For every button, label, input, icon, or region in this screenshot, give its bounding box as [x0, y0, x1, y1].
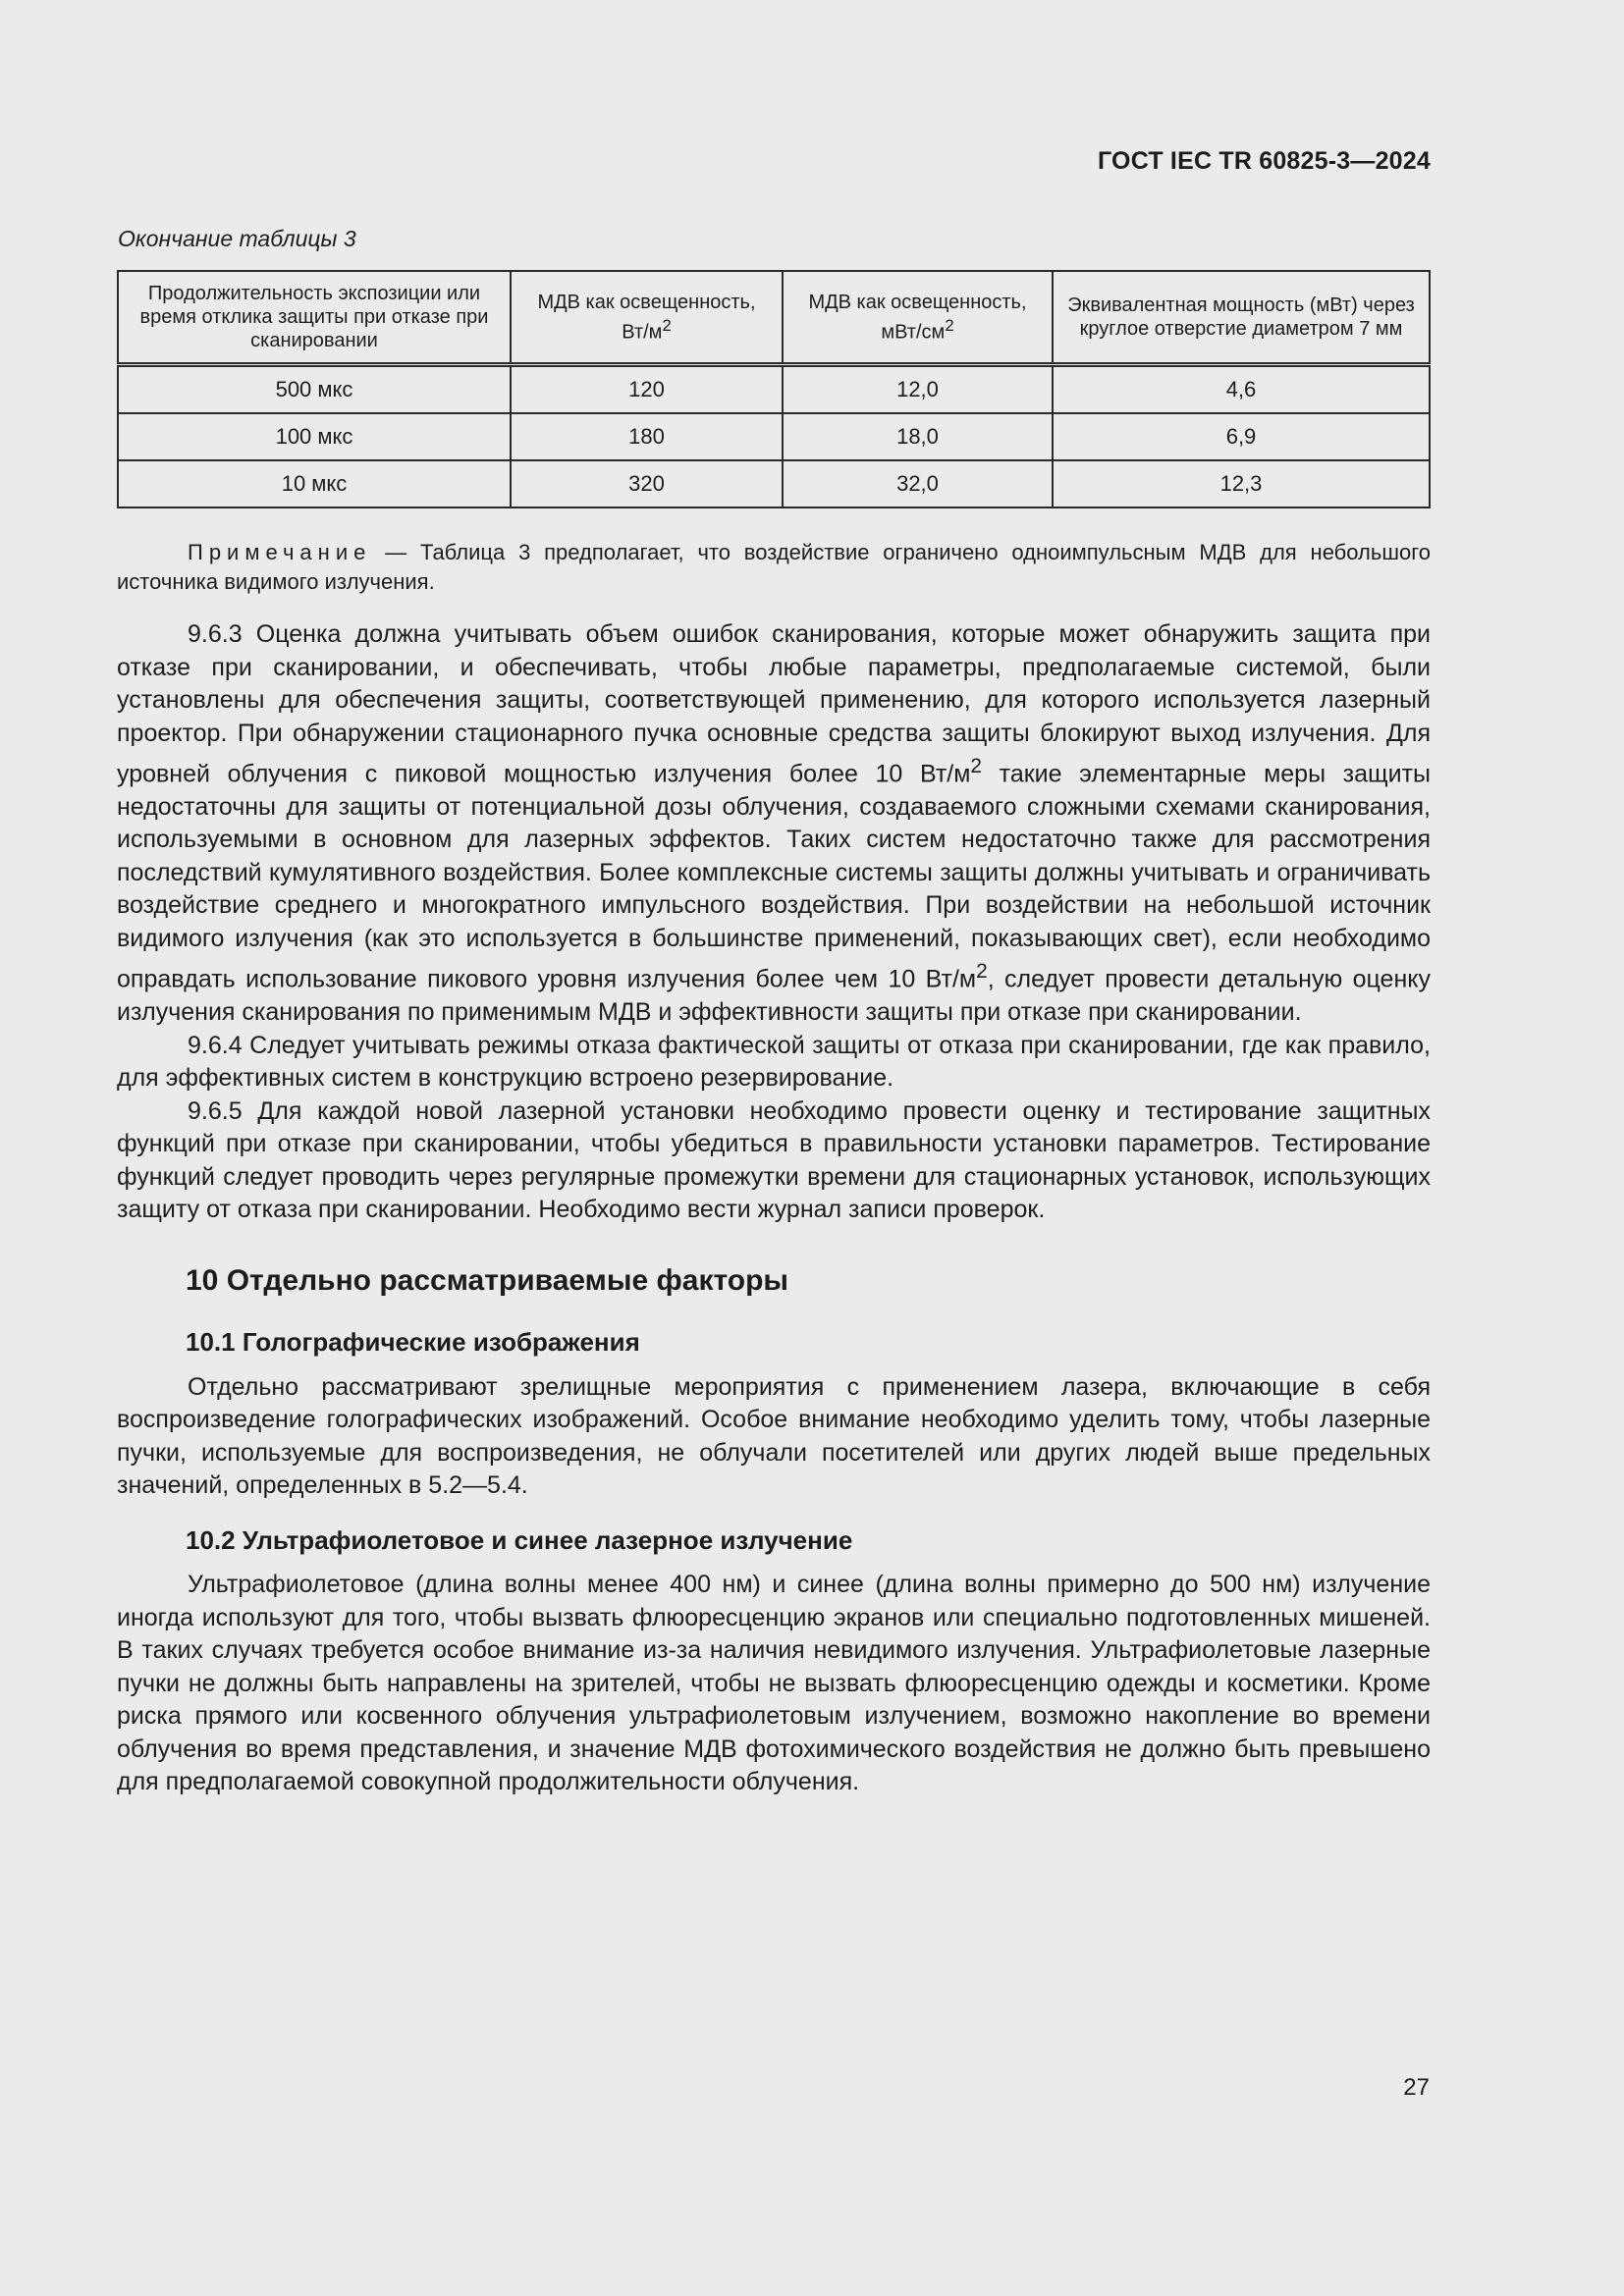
- table-row: [118, 365, 1430, 414]
- table-header-row: [118, 271, 1430, 365]
- paragraph-9-6-4: 9.6.4 Следует учитывать режимы отказа фактической защиты от отказа при сканировании, где как правило, для эффективных систем в конструкцию встроено резервирование.: [117, 1031, 1431, 1093]
- table-cell: 320: [511, 460, 783, 507]
- document-body: [117, 538, 1431, 1799]
- table-cell: 12,3: [1053, 460, 1430, 507]
- note-label: Примечание: [188, 540, 372, 564]
- header-mpe-w-m2: МДВ как освещенность, $Вт/м^2$: [511, 271, 783, 365]
- table-cell: 10 мкс: [118, 460, 511, 507]
- table-row: [118, 460, 1430, 507]
- note-text: — Таблица 3 предполагает, что воздействие ограничено одноимпульсным МДВ для небольшого источника видимого излучения.: [117, 540, 1431, 594]
- table-cell: 4,6: [1053, 365, 1430, 414]
- header-mpe-mw-cm2: МДВ как освещенность, мВт/$см^2$: [783, 271, 1053, 365]
- table-cell: 32,0: [783, 460, 1053, 507]
- document-header: ГОСТ IEC TR 60825-3—2024: [1098, 147, 1431, 175]
- section-10-heading: 10 Отдельно рассматриваемые факторы: [186, 1263, 789, 1297]
- table-note: [117, 538, 1431, 597]
- paragraph-9-6-5: 9.6.5 Для каждой новой лазерной установки необходимо провести оценку и тестирование защитных функций при отказе при сканировании, чтобы убедиться в правильности установки параметров. Тестирование функций следует проводить через регулярные промежутки времени для стационарных установок, использующих защиту от отказа при сканировании. Необходимо вести журнал записи проверок.: [117, 1096, 1431, 1224]
- table-cell: 120: [511, 365, 783, 414]
- section-10-2-heading: 10.2 Ультрафиолетовое и синее лазерное излучение: [186, 1524, 853, 1555]
- mpe-table: [117, 270, 1431, 508]
- table-caption: Окончание таблицы 3: [118, 226, 356, 251]
- table-row: [118, 413, 1430, 460]
- page-number: 27: [1403, 2074, 1430, 2101]
- table-cell: 180: [511, 413, 783, 460]
- table-cell: 500 мкс: [118, 365, 511, 414]
- section-10-1-heading: 10.1 Голографические изображения: [186, 1327, 640, 1358]
- header-exposure-duration: Продолжительность экспозиции или время отклика защиты при отказе при сканировании: [118, 271, 511, 365]
- section-10-2-text: Ультрафиолетовое (длина волны менее 400 нм) и синее (длина волны примерно до 500 нм) излучение иногда используют для того, чтобы вызвать флюоресценцию экранов или специально подготовленных мишеней. В таких случаях требуется особое внимание из-за наличия невидимого излучения. Ультрафиолетовые лазерные пучки не должны быть направлены на зрителей, чтобы не вызвать флюоресценцию одежды и косметики. Кроме риска прямого или косвенного облучения ультрафиолетовым излучением, возможно накопление во времени облучения во время представления, и значение МДВ фотохимического воздействия не должно быть превышено для предполагаемой совокупной продолжительности облучения.: [117, 1571, 1431, 1796]
- table-cell: 100 мкс: [118, 413, 511, 460]
- table-cell: 12,0: [783, 365, 1053, 414]
- section-10-1-text: Отдельно рассматривают зрелищные мероприятия с применением лазера, включающие в себя воспроизведение голографических изображений. Особое внимание необходимо уделить тому, чтобы лазерные пучки, используемые для воспроизведения, не облучали посетителей или других людей выше предельных значений, определенных в 5.2—5.4.: [117, 1372, 1431, 1500]
- paragraph-9-6-3: 9.6.3 Оценка должна учитывать объем ошибок сканирования, которые может обнаружить защита при отказе при сканировании, и обеспечивать, чтобы любые параметры, предполагаемые системой, были установлены для обеспечения защиты, соответствующей применению, для которого используется лазерный проектор. При обнаружении стационарного пучка основные средства защиты блокируют выход излучения. Для уровней облучения с пиковой мощностью излучения более 10 $Вт/м^2$ такие элементарные меры защиты недостаточны для защиты от потенциальной дозы облучения, создаваемого сложными схемами сканирования, используемыми в основном для лазерных эффектов. Таких систем недостаточно также для рассмотрения последствий кумулятивного воздействия. Более комплексные системы защиты должны учитывать и ограничивать воздействие среднего и многократного импульсного воздействия. При воздействии на небольшой источник видимого излучения (как это используется в большинстве применений, показывающих свет), если необходимо оправдать использование пикового уровня излучения более чем 10 $Вт/м^2$, следует провести детальную оценку излучения сканирования по применимым МДВ и эффективности защиты при отказе при сканировании.: [117, 620, 1431, 1027]
- header-equivalent-power: Эквивалентная мощность (мВт) через круглое отверстие диаметром 7 мм: [1053, 271, 1430, 365]
- table-cell: 6,9: [1053, 413, 1430, 460]
- table-cell: 18,0: [783, 413, 1053, 460]
